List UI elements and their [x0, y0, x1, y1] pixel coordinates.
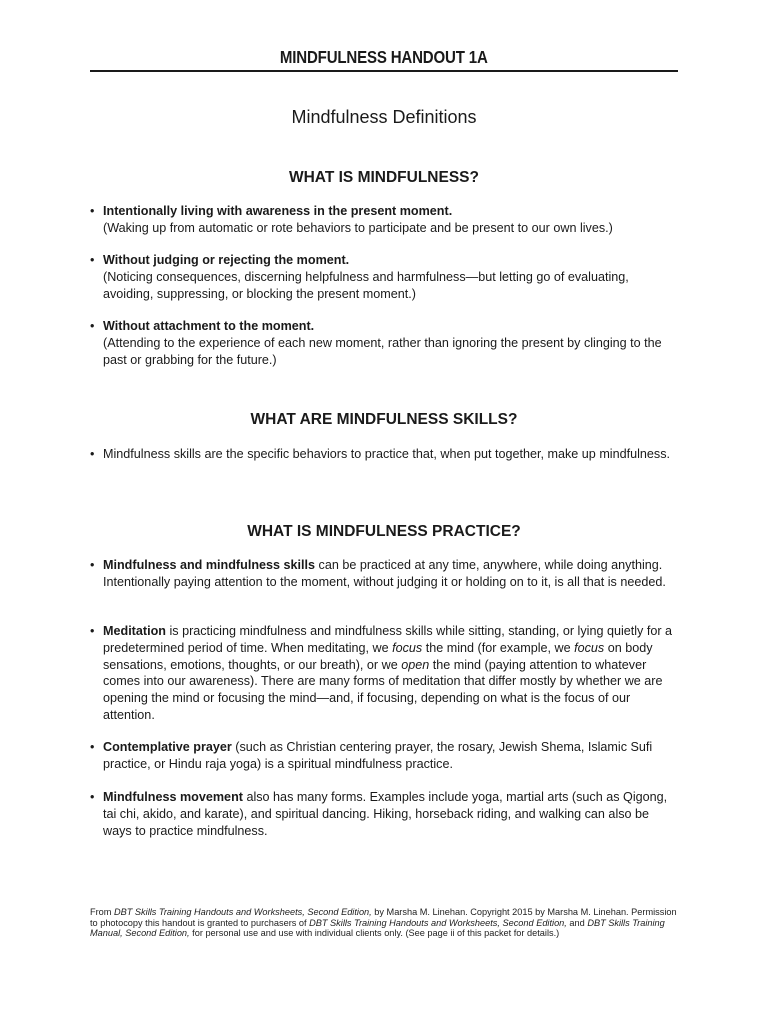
- item-text: (Attending to the experience of each new moment, rather than ignoring the present by clinging to the past or grabbing for the future.): [103, 335, 662, 367]
- footer-text: From: [90, 907, 112, 917]
- header-divider: [90, 70, 678, 72]
- bullet-icon: •: [90, 790, 95, 804]
- bullet-icon: •: [90, 558, 95, 572]
- item-bold-text: Contemplative prayer: [103, 740, 232, 754]
- bullet-icon: •: [90, 204, 95, 218]
- item-text: the mind (for example, we: [425, 640, 571, 655]
- bullet-icon: •: [90, 319, 95, 333]
- item-text: also has many forms. Examples include yoga, martial arts (such as Qigong, tai chi, akido, and karate), and spiritual dancing. Hiking, horseback riding, and walking can also be ways to practice mindfulness.: [103, 790, 668, 838]
- footer-italic-text: DBT Skills Training Manual, Second Edition,: [90, 917, 665, 939]
- item-text: can be practiced at any time, anywhere, while doing anything. Intentionally paying attention to the moment, without judging it or holding on to it, is all that is needed.: [103, 558, 666, 589]
- item-text: Mindfulness skills are the specific behaviors to practice that, when put together, make up mindfulness.: [103, 447, 671, 461]
- item-bold-text: Without attachment to the moment.: [103, 319, 315, 333]
- list-item: [90, 557, 680, 591]
- footer-italic-text: DBT Skills Training Handouts and Worksheets, Second Edition,: [114, 907, 372, 917]
- bullet-icon: •: [90, 253, 95, 267]
- footer-text: and: [569, 917, 585, 928]
- footer-text: for personal use and use with individual clients only. (See page ii of this packet for details.): [192, 928, 560, 939]
- item-italic-text: open: [401, 657, 430, 672]
- handout-header: [90, 46, 678, 68]
- item-bold-text: Meditation: [103, 624, 166, 638]
- list-item: [90, 446, 680, 463]
- item-bold-text: Mindfulness movement: [103, 790, 243, 804]
- bullet-icon: •: [90, 624, 95, 638]
- item-bold-text: Mindfulness and mindfulness skills: [103, 558, 316, 572]
- list-item: [90, 739, 680, 773]
- list-item: [90, 789, 680, 839]
- handout-label: MINDFULNESS HANDOUT 1A: [280, 47, 488, 67]
- item-italic-text: focus: [392, 640, 423, 655]
- item-text: (Waking up from automatic or rote behaviors to participate and be present to our own lives.): [103, 220, 613, 235]
- item-italic-text: focus: [574, 640, 605, 655]
- bullet-icon: •: [90, 740, 95, 754]
- item-text: (Noticing consequences, discerning helpfulness and harmfulness—but letting go of evaluating, avoiding, suppressing, or blocking the present moment.): [103, 269, 629, 301]
- footer-text: by Marsha M. Linehan. Copyright 2015 by Marsha M. Linehan. Permission to photocopy this handout is granted to purchasers of: [90, 907, 677, 928]
- list-item: [90, 203, 680, 237]
- item-text: is practicing mindfulness and mindfulness skills while sitting, standing, or lying quietly for a predetermined period of time. When meditating, we: [103, 624, 673, 655]
- list-item: [90, 252, 680, 302]
- bullet-icon: •: [90, 447, 95, 461]
- section-heading-what-is-mindfulness-practice: WHAT IS MINDFULNESS PRACTICE?: [247, 523, 521, 540]
- section-heading-what-are-mindfulness-skills: WHAT ARE MINDFULNESS SKILLS?: [250, 411, 518, 428]
- page-title: Mindfulness Definitions: [291, 107, 477, 127]
- list-item: [90, 318, 680, 368]
- copyright-footer: [90, 907, 680, 939]
- item-bold-text: Without judging or rejecting the moment.: [103, 253, 350, 267]
- item-text: the mind (paying attention to whatever comes into our awareness). There are many forms of meditation that differ mostly by whether we are opening the mind or focusing the mind—and, if focusing, depending on what is the focus of our attention.: [103, 657, 663, 722]
- footer-italic-text: DBT Skills Training Handouts and Worksheets, Second Edition,: [309, 917, 567, 928]
- item-bold-text: Intentionally living with awareness in the present moment.: [103, 204, 453, 218]
- section-heading-what-is-mindfulness: WHAT IS MINDFULNESS?: [288, 169, 479, 186]
- item-text: on body sensations, emotions, thoughts, or our breath), or we: [103, 640, 653, 672]
- list-item: [90, 623, 680, 724]
- item-text: (such as Christian centering prayer, the rosary, Jewish Shema, Islamic Sufi practice, or Hindu raja yoga) is a spiritual mindfulness practice.: [103, 740, 653, 771]
